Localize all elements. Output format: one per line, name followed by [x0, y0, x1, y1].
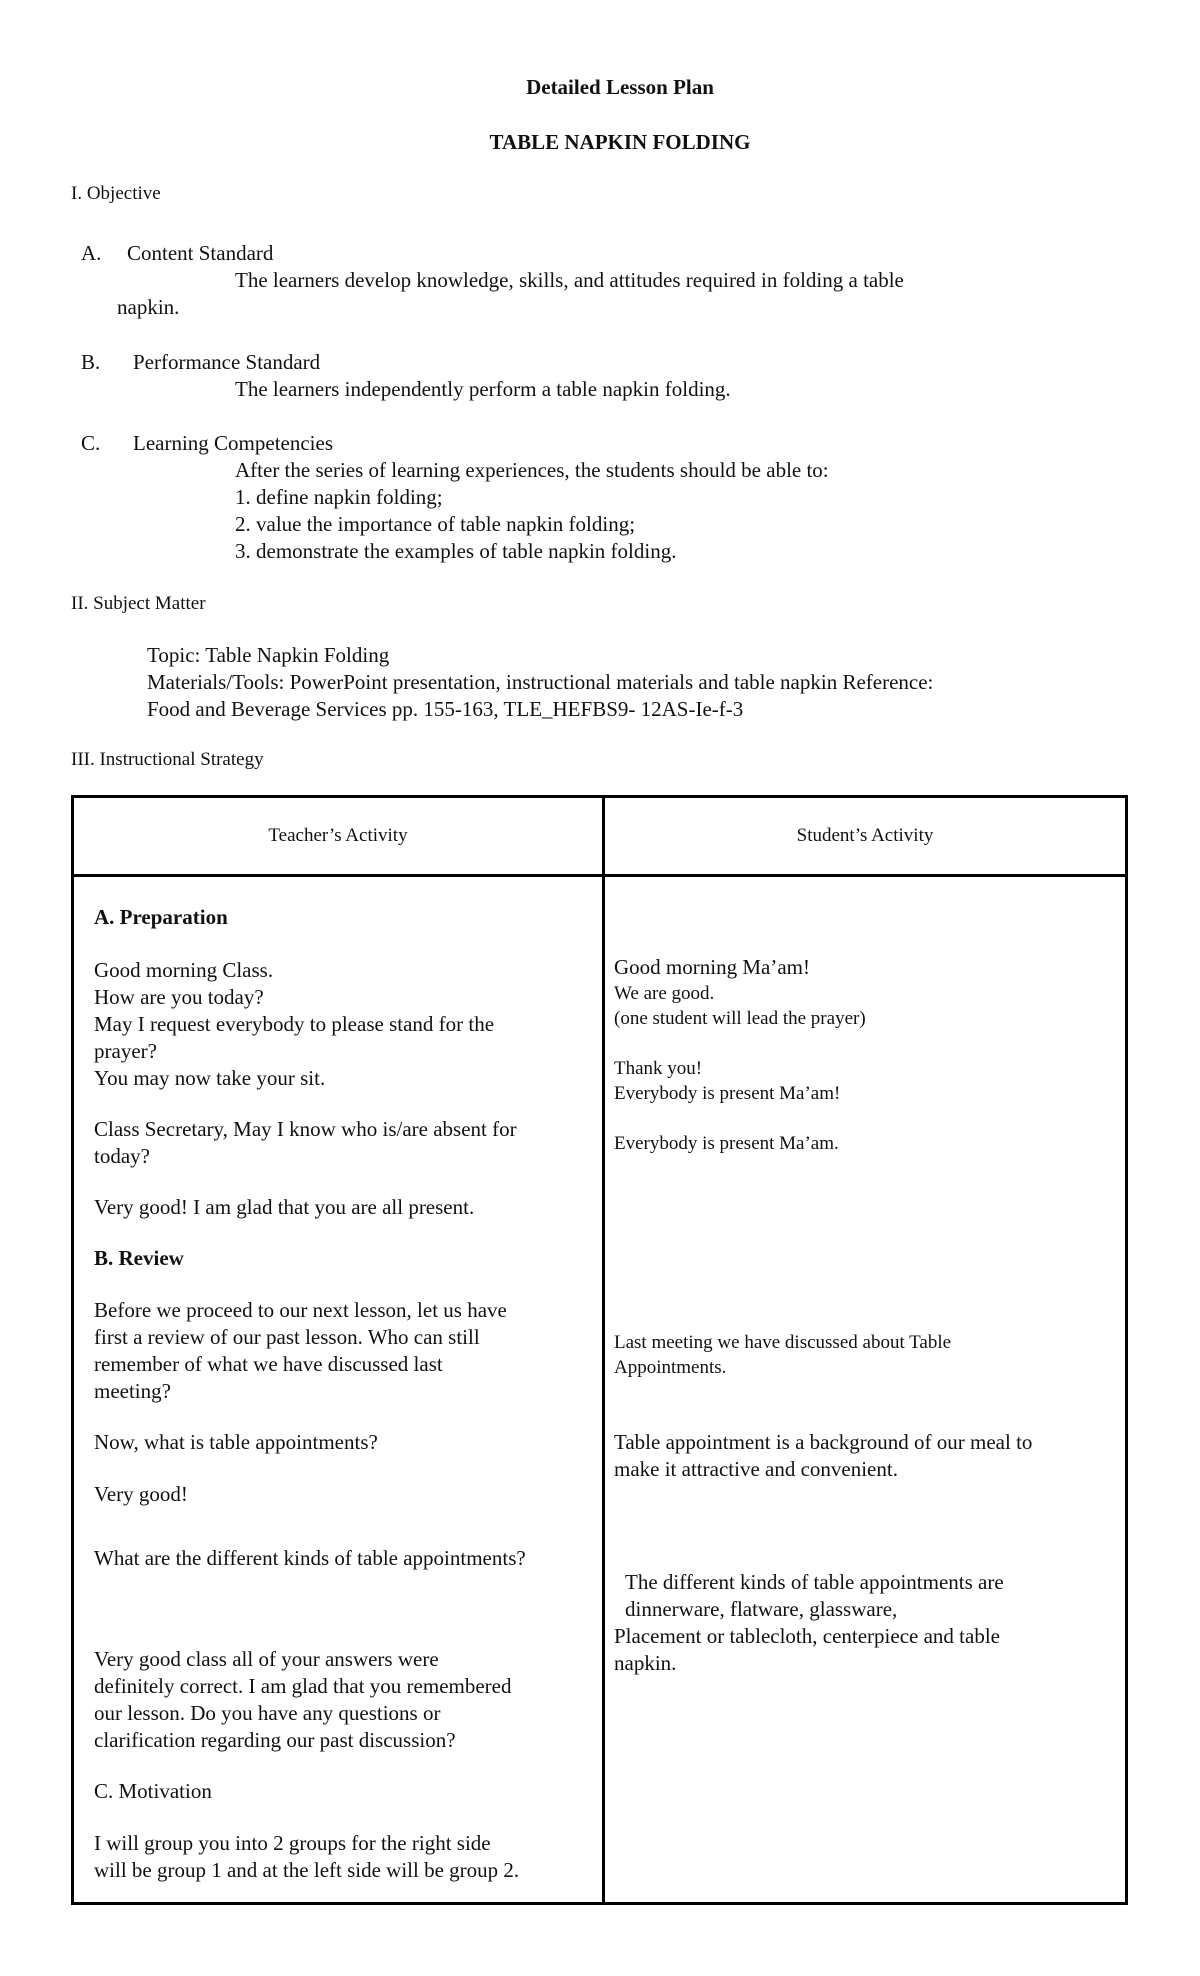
performance-standard-marker: B.	[81, 350, 101, 374]
doc-title: Detailed Lesson Plan	[526, 75, 714, 99]
teacher-line: today?	[94, 1144, 150, 1168]
review-heading: B. Review	[94, 1246, 184, 1270]
subject-reference: Food and Beverage Services pp. 155-163, TLE_HEFBS9- 12AS-Ie-f-3	[147, 697, 744, 721]
instructional-strategy-heading: III. Instructional Strategy	[71, 749, 264, 770]
performance-standard-title: Performance Standard	[133, 350, 321, 374]
content-standard-title: Content Standard	[127, 241, 274, 265]
teacher-line: Very good! I am glad that you are all present.	[94, 1195, 475, 1219]
doc-subtitle: TABLE NAPKIN FOLDING	[489, 130, 751, 154]
activity-table	[71, 795, 1128, 1905]
student-line: Everybody is present Ma’am.	[614, 1133, 839, 1154]
teacher-line: You may now take your sit.	[94, 1066, 326, 1090]
learning-competencies-marker: C.	[81, 431, 101, 455]
student-line: napkin.	[614, 1651, 677, 1675]
student-line: Appointments.	[614, 1357, 727, 1378]
objective-heading: I. Objective	[71, 183, 161, 204]
table-header-divider	[74, 874, 1125, 877]
teacher-line: clarification regarding our past discussion?	[94, 1728, 456, 1752]
student-line: Placement or tablecloth, centerpiece and table	[614, 1624, 1000, 1648]
student-activity-header: Student’s Activity	[796, 825, 934, 846]
teacher-line: definitely correct. I am glad that you remembered	[94, 1674, 512, 1698]
teacher-line: Very good class all of your answers were	[94, 1647, 439, 1671]
student-line: Last meeting we have discussed about Table	[614, 1332, 952, 1353]
teacher-line: What are the different kinds of table appointments?	[94, 1546, 526, 1570]
student-line: Everybody is present Ma’am!	[614, 1083, 841, 1104]
teacher-line: Before we proceed to our next lesson, let us have	[94, 1298, 507, 1322]
performance-standard-text: The learners independently perform a table napkin folding.	[235, 377, 731, 401]
content-standard-text-2: napkin.	[117, 295, 180, 319]
teacher-line: prayer?	[94, 1039, 157, 1063]
subject-matter-heading: II. Subject Matter	[71, 593, 206, 614]
teacher-line: remember of what we have discussed last	[94, 1352, 443, 1376]
student-line: The different kinds of table appointments are	[625, 1570, 1004, 1594]
competency-item: 1. define napkin folding;	[235, 485, 443, 509]
motivation-heading: C. Motivation	[94, 1779, 212, 1803]
competency-item: 3. demonstrate the examples of table napkin folding.	[235, 539, 677, 563]
teacher-line: How are you today?	[94, 985, 264, 1009]
teacher-line: May I request everybody to please stand for the	[94, 1012, 495, 1036]
subject-materials: Materials/Tools: PowerPoint presentation, instructional materials and table napkin Reference:	[147, 670, 934, 694]
teacher-line: first a review of our past lesson. Who can still	[94, 1325, 480, 1349]
student-line: Thank you!	[614, 1058, 703, 1079]
learning-competencies-title: Learning Competencies	[133, 431, 334, 455]
student-line: Table appointment is a background of our meal to	[614, 1430, 1033, 1454]
student-line: We are good.	[614, 983, 715, 1004]
teacher-line: Very good!	[94, 1482, 188, 1506]
table-column-divider	[602, 798, 605, 1902]
student-line: make it attractive and convenient.	[614, 1457, 898, 1481]
teacher-line: Now, what is table appointments?	[94, 1430, 378, 1454]
student-line: dinnerware, flatware, glassware,	[625, 1597, 898, 1621]
student-line: (one student will lead the prayer)	[614, 1008, 866, 1029]
teacher-line: I will group you into 2 groups for the right side	[94, 1831, 491, 1855]
content-standard-marker: A.	[81, 241, 102, 265]
teacher-line: meeting?	[94, 1379, 171, 1403]
teacher-activity-header: Teacher’s Activity	[268, 825, 408, 846]
subject-topic: Topic: Table Napkin Folding	[147, 643, 390, 667]
content-standard-text-1: The learners develop knowledge, skills, and attitudes required in folding a table	[235, 268, 904, 292]
preparation-heading: A. Preparation	[94, 905, 228, 929]
competency-item: 2. value the importance of table napkin folding;	[235, 512, 636, 536]
student-line: Good morning Ma’am!	[614, 955, 810, 979]
learning-competencies-intro: After the series of learning experiences, the students should be able to:	[235, 458, 829, 482]
teacher-line: our lesson. Do you have any questions or	[94, 1701, 441, 1725]
teacher-line: Good morning Class.	[94, 958, 274, 982]
teacher-line: Class Secretary, May I know who is/are absent for	[94, 1117, 517, 1141]
teacher-line: will be group 1 and at the left side will be group 2.	[94, 1858, 520, 1882]
